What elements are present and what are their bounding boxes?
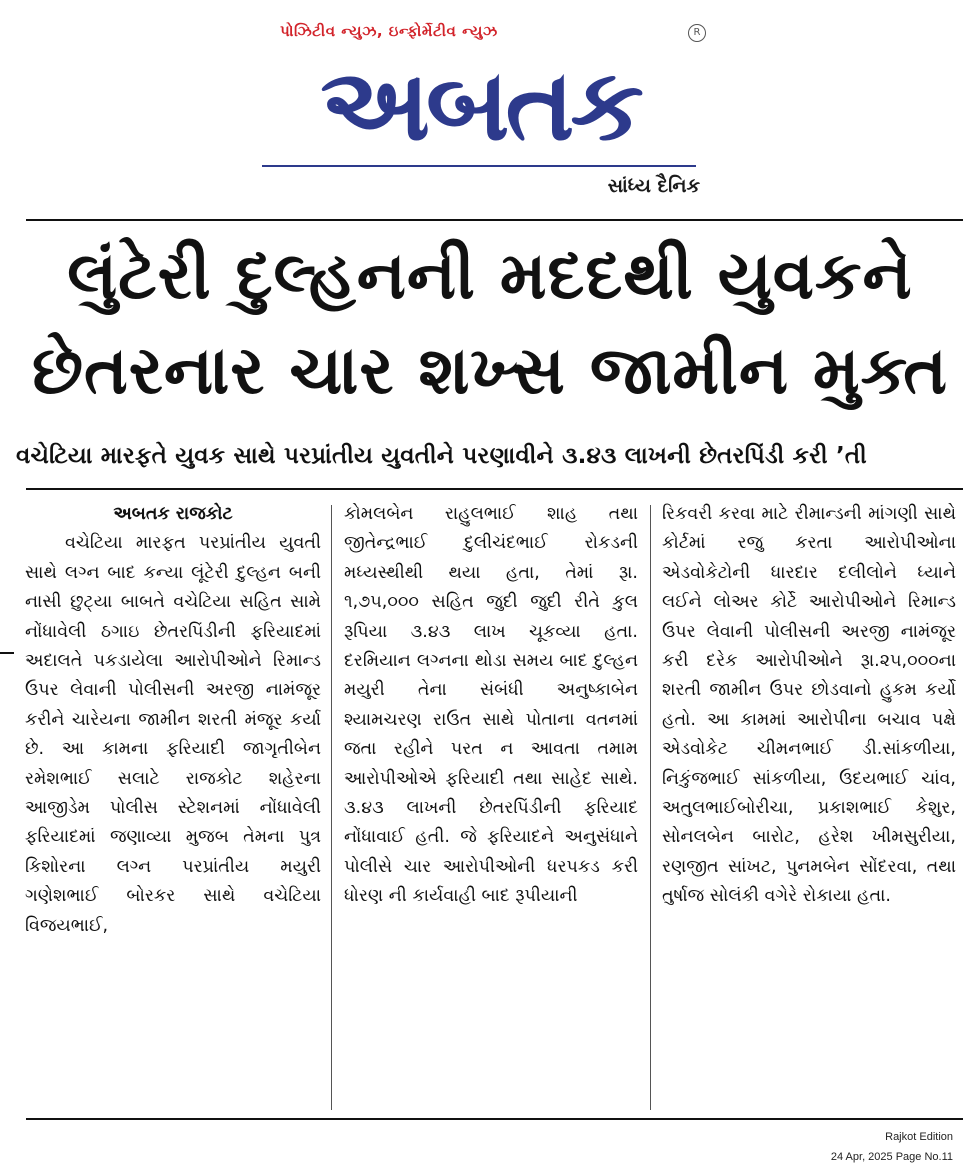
date-page-label: 24 Apr, 2025 Page No.11 (830, 1151, 953, 1163)
top-divider (26, 219, 963, 221)
column-2-text: કોમલબેન રાહુલભાઈ શાહ તથા જીતેન્દ્રભાઈ દુલીચંદભાઈ રોકડની મધ્યસ્થીથી થયા હતા, તેમાં રૂા. ૧,૭૫,૦૦૦ સહિત જુદી જુદી રીતે કુલ રૂપિયા ૩.૪૩ લાખ ચૂકવ્યા હતા. દરમિયાન લગ્નના થોડા સમય બાદ દુલ્હન મયુરી તેના સંબંધી અનુષ્કાબેન શ્યામચરણ રાઉત સાથે પોતાના વતનમાં જતા રહીને પરત ન આવતા તમામ આરોપીઓએ ફરિયાદી તથા સાહેદ સાથે. ૩.૪૩ લાખની છેતરપિંડીની ફરિયાદ નોંધાવાઈ હતી. જે ફરિયાદને અનુસંધાને પોલીસે ચાર આરોપીઓની ધરપકડ કરી ધોરણ ની કાર્યવાહી બાદ રૂપીયાની (344, 504, 638, 907)
article-subheadline: વચેટિયા મારફતે યુવક સાથે પરપ્રાંતીય યુવતીને પરણાવીને ૩.૪૩ લાખની છેતરપિંડી કરી ’તી (16, 443, 867, 469)
margin-mark (0, 652, 14, 654)
masthead (0, 0, 963, 222)
logo-underline (262, 165, 696, 167)
masthead-tagline: પોઝિટીવ ન્યુઝ, ઇન્ફોર્મેટીવ ન્યુઝ (280, 22, 498, 40)
column-1-text: વચેટિયા મારફત પરપ્રાંતીય યુવતી સાથે લગ્ન બાદ કન્યા લૂંટેરી દુલ્હન બની નાસી છુટ્યા બાબતે વચેટિયા સહિત સામે નોંધાવેલી ઠગાઇ છેતરપિંડીની ફરિયાદમાં અદાલતે પકડાયેલા આરોપીઓને રિમાન્ડ ઉપર લેવાની પોલીસની અરજી નામંજૂર કરીને ચારેયના જામીન શરતી મંજૂર કર્યા છે. આ કામના ફરિયાદી જાગૃતીબેન રમેશભાઈ સલાટે રાજકોટ શહેરના આજીડેમ પોલીસ સ્ટેશનમાં નોંધાવેલી ફરિયાદમાં જણાવ્યા મુજબ તેમના પુત્ર કિશોરના લગ્ન પરપ્રાંતીય મયુરી ગણેશભાઈ બોરકર સાથે વચેટિયા વિજયભાઈ, (25, 533, 321, 936)
subhead-divider (26, 488, 963, 490)
masthead-subtitle: સાંધ્ય દૈનિક (607, 175, 700, 197)
bottom-divider (26, 1118, 963, 1120)
article-column-1 (25, 500, 321, 941)
column-3-text: રિકવરી કરવા માટે રીમાન્ડની માંગણી સાથે કોર્ટમાં રજુ કરતા આરોપીઓના એડવોકેટોની ધારદાર દલીલોને ધ્યાને લઈને લોઅર કોર્ટે આરોપીઓને રિમાન્ડ ઉપર લેવાની પોલીસની અરજી નામંજૂર કરી દરેક આરોપીઓને રૂા.૨૫,૦૦૦ના શરતી જામીન ઉપર છોડવાનો હુકમ કર્યો હતો. આ કામમાં આરોપીના બચાવ પક્ષે એડવોકેટ ચીમનભાઈ ડી.સાંકળીયા, નિકુંજભાઈ સાંકળીયા, ઉદયભાઈ ચાંવ, અતુલભાઈબોરીચા, પ્રકાશભાઈ કેશુર, સોનલબેન બારોટ, હરેશ ખીમસુરીયા, રણજીત સાંખટ, પુનમબેન સોંદરવા, તથા તુર્ષાજ સોલંકી વગેરે રોકાયા હતા. (662, 504, 956, 907)
headline-line-1: લુંટેરી દુલ્હનની મદદથી યુવકને (67, 237, 913, 314)
column-divider (650, 505, 651, 1110)
article-byline: અબતક રાજકોટ (113, 504, 233, 524)
article-headline (20, 228, 960, 418)
headline-line-2: છેતરનાર ચાર શખ્સ જામીન મુક્ત (32, 332, 948, 409)
edition-label: Rajkot Edition (885, 1131, 953, 1143)
article-column-2 (344, 500, 638, 912)
registered-trademark-icon: R (688, 24, 706, 42)
newspaper-logo: અબતક (320, 47, 640, 163)
column-divider (331, 505, 332, 1110)
article-column-3 (662, 500, 956, 912)
page-footer (753, 1127, 953, 1167)
